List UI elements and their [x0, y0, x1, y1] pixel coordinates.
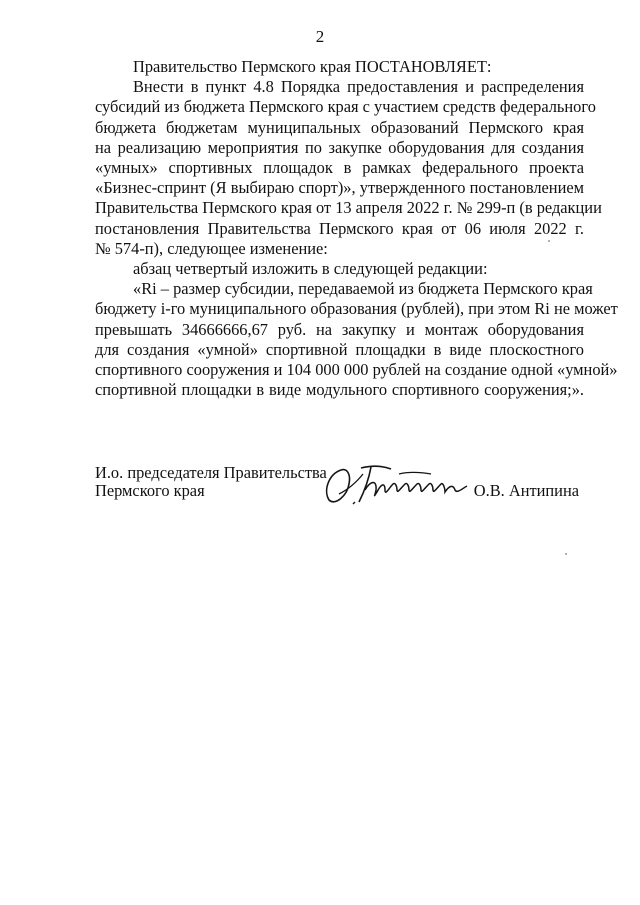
paragraph-line: Внести в пункт 4.8 Порядка предоставления и распределения	[133, 77, 584, 97]
position-line: Пермского края	[95, 481, 205, 500]
paragraph-line: на реализацию мероприятия по закупке оборудования для создания	[95, 137, 584, 157]
scan-speck	[565, 553, 567, 555]
handwritten-signature	[321, 460, 491, 508]
paragraph-line: постановления Правительства Пермского края от 06 июля 2022 г.	[95, 218, 584, 238]
preamble: Правительство Пермского края ПОСТАНОВЛЯЕТ:	[133, 57, 492, 76]
paragraph-line: субсидий из бюджета Пермского края с участием средств федерального	[95, 97, 596, 117]
paragraph-line: спортивного сооружения и 104 000 000 рублей на создание одной «умной»	[95, 360, 618, 380]
decree-text	[95, 57, 618, 400]
paragraph-line: для создания «умной» спортивной площадки в виде плоскостного	[95, 339, 584, 359]
paragraph-line: «умных» спортивных площадок в рамках федерального проекта	[95, 158, 584, 178]
amendment-paragraph	[95, 77, 602, 259]
paragraph-line: превышать 34666666,67 руб. на закупку и монтаж оборудования	[95, 319, 584, 339]
scan-speck	[548, 240, 550, 242]
page-number: 2	[315, 27, 325, 46]
paragraph-line: «Бизнес-спринт (Я выбираю спорт)», утвержденного постановлением	[95, 178, 584, 198]
instruction-line: абзац четвертый изложить в следующей редакции:	[133, 259, 488, 279]
position-line: И.о. председателя Правительства	[95, 463, 327, 482]
paragraph-line: № 574-п), следующее изменение:	[95, 238, 328, 258]
paragraph-line: спортивной площадки в виде модульного спортивного сооружения;».	[95, 380, 584, 400]
paragraph-line: бюджету i-го муниципального образования (рублей), при этом Ri не может	[95, 299, 618, 319]
signer-position	[95, 464, 327, 500]
signer-name: О.В. Антипина	[473, 481, 579, 500]
paragraph-line: бюджета бюджетам муниципальных образований Пермского края	[95, 117, 584, 137]
quoted-paragraph	[95, 279, 618, 400]
signature-block	[95, 460, 584, 520]
paragraph-line: Правительства Пермского края от 13 апреля 2022 г. № 299-п (в редакции	[95, 198, 602, 218]
paragraph-line: «Ri – размер субсидии, передаваемой из бюджета Пермского края	[133, 279, 593, 299]
